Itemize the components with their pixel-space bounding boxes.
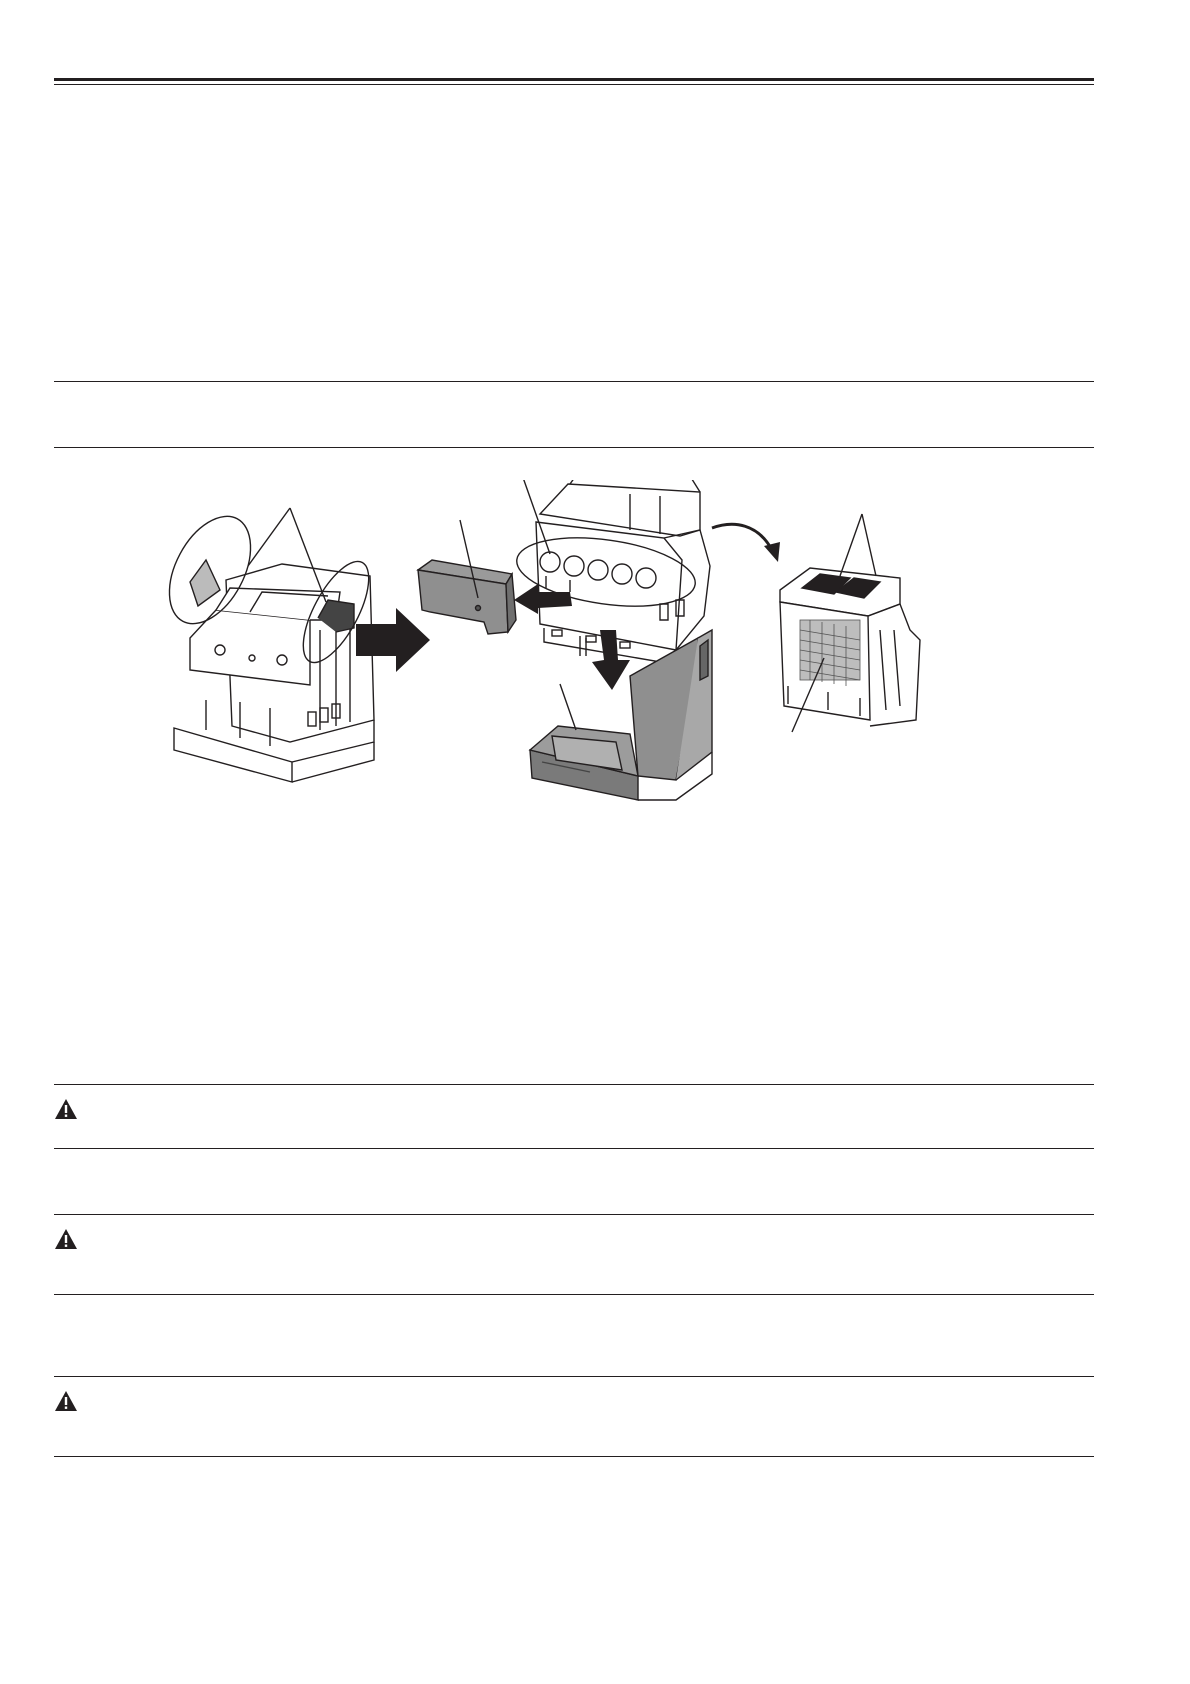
- caution-icon: [54, 1390, 78, 1412]
- header-rule-top: [54, 78, 1094, 81]
- printhead-bottom-view: [780, 514, 920, 732]
- caution-rule-3-bottom: [54, 1456, 1094, 1457]
- curved-arrow: [712, 524, 772, 550]
- caution-rule-2-bottom: [54, 1294, 1094, 1295]
- section-rule-2: [54, 447, 1094, 448]
- printhead-with-cover: [160, 503, 382, 782]
- caution-rule-1-top: [54, 1084, 1094, 1085]
- caution-icon: [54, 1228, 78, 1250]
- caution-icon: [54, 1098, 78, 1120]
- printhead-removal-figure: [160, 480, 1000, 860]
- caution-rule-1-bottom: [54, 1148, 1094, 1149]
- caution-rule-2-top: [54, 1214, 1094, 1215]
- section-rule-1: [54, 381, 1094, 382]
- caution-rule-3-top: [54, 1376, 1094, 1377]
- header-rule-bottom: [54, 84, 1094, 85]
- protective-cover: [418, 520, 516, 634]
